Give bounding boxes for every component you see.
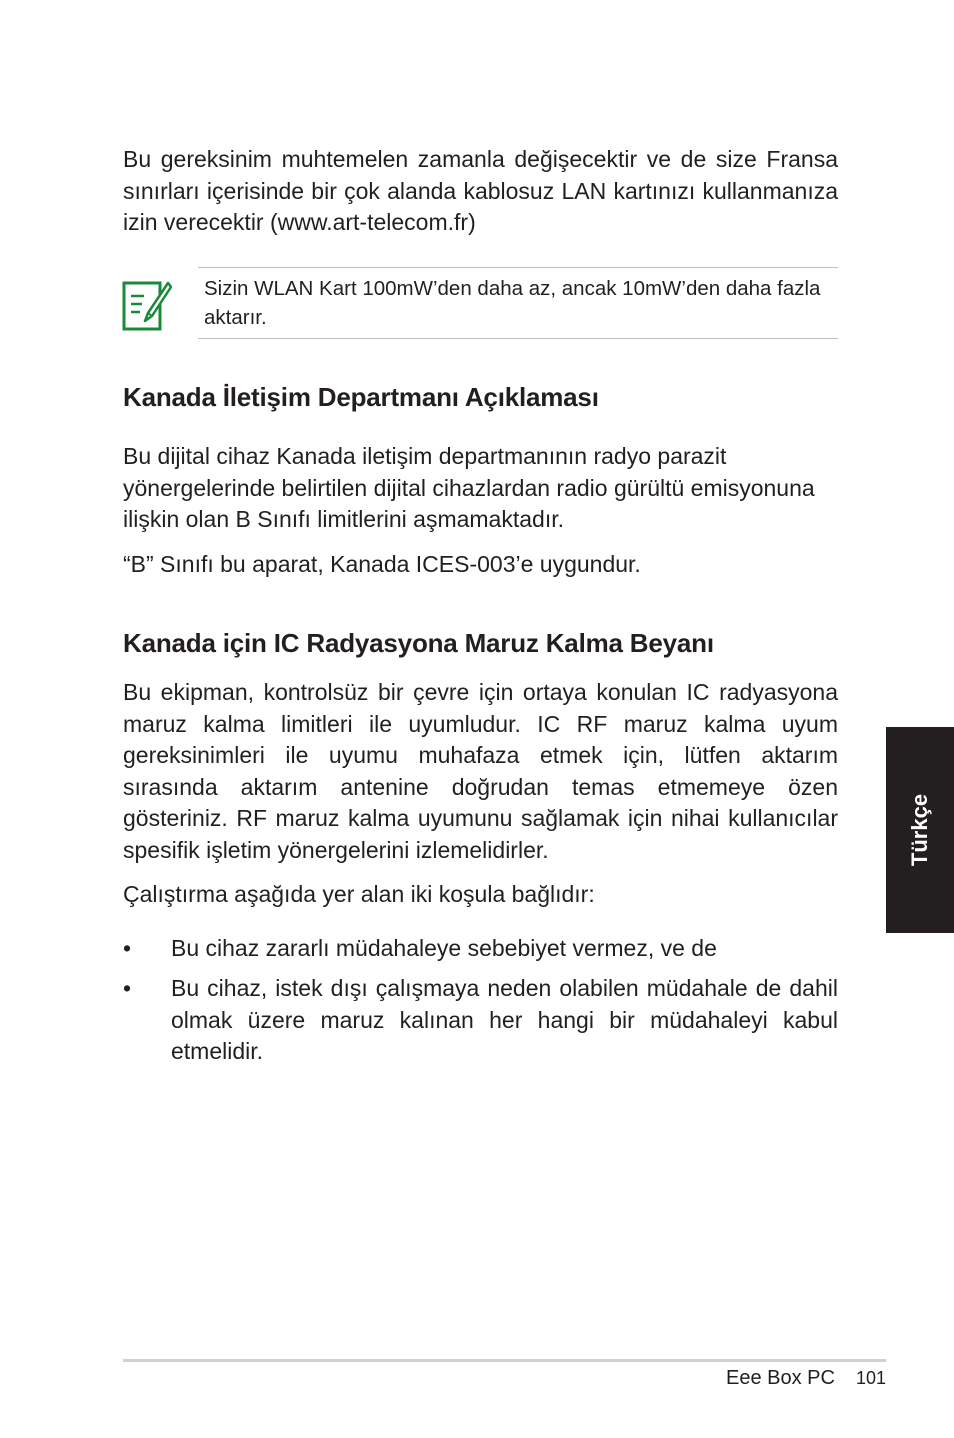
section2-paragraph1: Bu ekipman, kontrolsüz bir çevre için ortaya konulan IC radyasyona maruz kalma limitleri ile uyumludur. IC RF maruz kalma uyum gereksinimleri ile uyumu muhafaza etmek için, lütfen aktarım sırasında aktarım antenine doğrudan temas etmemeye özen gösteriniz. RF maruz kalma uyumunu sağlamak için nihai kullanıcılar spesifik işletim yönergelerini izlemelidirler. bbox=[123, 679, 838, 863]
note-pencil-icon bbox=[122, 279, 172, 333]
language-side-tab bbox=[886, 727, 954, 933]
bullet-dot-icon: • bbox=[123, 935, 132, 961]
intro-paragraph: Bu gereksinim muhtemelen zamanla değişecektir ve de size Fransa sınırları içerisinde bir çok alanda kablosuz LAN kartınızı kullanmanıza izin verecektir (www.art-telecom.fr) bbox=[123, 146, 838, 235]
bullet-text: Bu cihaz zararlı müdahaleye sebebiyet vermez, ve de bbox=[171, 935, 717, 961]
side-tab-label: Türkçe bbox=[907, 793, 932, 867]
footer-product-name: Eee Box PC bbox=[726, 1367, 835, 1389]
bullet-text: Bu cihaz, istek dışı çalışmaya neden olabilen müdahale de dahil olmak üzere maruz kalınan her hangi bir müdahaleyi kabul etmelidir. bbox=[171, 975, 838, 1064]
footer-divider bbox=[123, 1359, 886, 1362]
section1-paragraph1: Bu dijital cihaz Kanada iletişim departmanının radyo parazit yönergelerinde belirtilen dijital cihazlardan radio gürültü emisyonuna ilişkin olan B Sınıfı limitlerini aşmamaktadır. bbox=[123, 443, 815, 532]
section2-heading: Kanada için IC Radyasyona Maruz Kalma Beyanı bbox=[123, 628, 714, 658]
note-box bbox=[198, 267, 838, 339]
page-number: 101 bbox=[856, 1368, 887, 1388]
bullet-dot-icon: • bbox=[123, 975, 132, 1001]
note-text: Sizin WLAN Kart 100mW’den daha az, ancak 10mW’den daha fazla aktarır. bbox=[204, 277, 821, 329]
section2-paragraph2: Çalıştırma aşağıda yer alan iki koşula bağlıdır: bbox=[123, 881, 595, 907]
section1-heading: Kanada İletişim Departmanı Açıklaması bbox=[123, 382, 599, 412]
section1-paragraph2: “B” Sınıfı bu aparat, Kanada ICES-003’e uygundur. bbox=[123, 551, 641, 577]
